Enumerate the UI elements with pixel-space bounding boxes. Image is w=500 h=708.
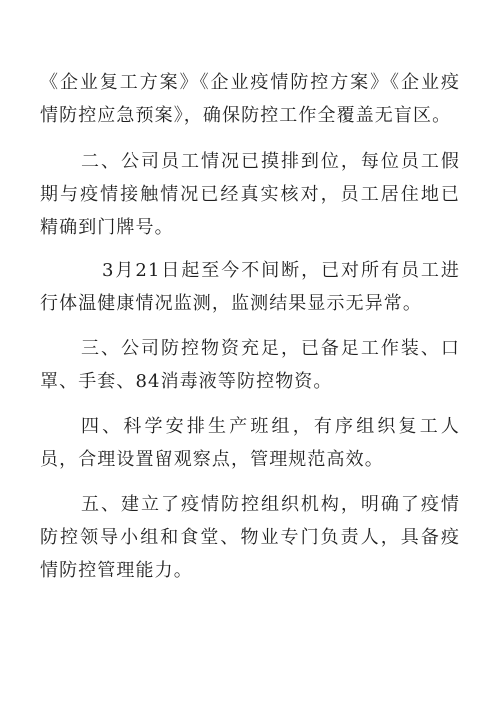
paragraph-organization: 五、建立了疫情防控组织机构，明确了疫情防控领导小组和食堂、物业专门负责人，具备疫情防控管理能力。	[40, 494, 460, 581]
paragraph-plans-list: 《企业复工方案》《企业疫情防控方案》《企业疫情防控应急预案》，确保防控工作全覆盖无盲区。	[40, 72, 460, 126]
paragraph-temperature-monitoring: 3月21日起至今不间断，已对所有员工进行体温健康情况监测，监测结果显示无异常。	[40, 260, 460, 314]
paragraph-employee-check: 二、公司员工情况已摸排到位，每位员工假期与疫情接触情况已经真实核对，员工居住地已精确到门牌号。	[40, 151, 460, 238]
paragraph-protective-supplies: 三、公司防控物资充足，已备足工作装、口罩、手套、84消毒液等防控物资。	[40, 338, 460, 392]
paragraph-production-teams: 四、科学安排生产班组，有序组织复工人员，合理设置留观察点，管理规范高效。	[40, 416, 460, 470]
